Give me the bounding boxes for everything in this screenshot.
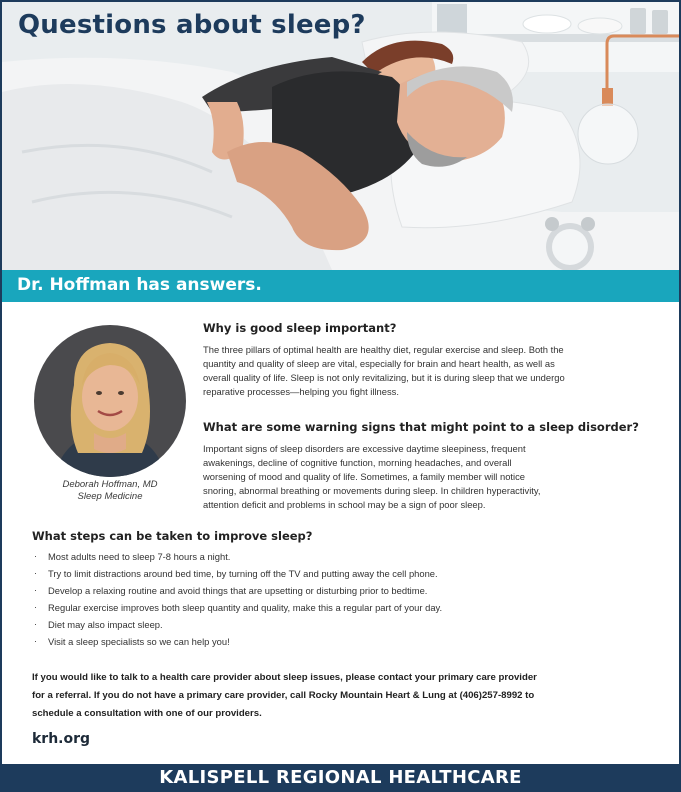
question-1-answer <box>203 343 663 399</box>
list-item <box>32 599 652 616</box>
contact-paragraph <box>32 669 652 723</box>
list-item <box>32 582 652 599</box>
footer-bar <box>2 764 679 792</box>
bullet: · <box>34 602 37 612</box>
answer-line: attention deficit and problems in school may be a sign of poor sleep. <box>203 499 486 510</box>
step-text: Regular exercise improves both sleep quantity and quality, make this a regular part of your day. <box>48 602 443 613</box>
step-text: Try to limit distractions around bed time, by turning off the TV and putting away the cell phone. <box>48 568 438 579</box>
bullet: · <box>34 568 37 578</box>
contact-line: for a referral. If you do not have a primary care provider, call Rocky Mountain Heart & Lung at (406)257-8992 to <box>32 690 535 701</box>
steps-list <box>32 548 652 650</box>
hero-section <box>2 2 679 270</box>
question-2-answer <box>203 442 663 512</box>
answers-banner <box>2 270 679 302</box>
answer-line: The three pillars of optimal health are healthy diet, regular exercise and sleep. Both the <box>203 344 564 355</box>
answer-line: awakenings, decline of cognitive function, morning headaches, and overall <box>203 457 512 468</box>
doctor-name: Deborah Hoffman, MD <box>62 479 158 490</box>
doctor-specialty: Sleep Medicine <box>77 491 143 502</box>
answer-line: worsening of mood and quality of life. Sometimes, a family member will notice <box>203 471 526 482</box>
doctor-portrait <box>34 325 186 477</box>
answer-line: reparative processes—helping you fight illness. <box>203 386 399 397</box>
list-item <box>32 633 652 650</box>
contact-line: schedule a consultation with one of our providers. <box>32 708 262 719</box>
doctor-caption <box>30 479 190 503</box>
step-text: Develop a relaxing routine and avoid things that are upsetting or disturbing prior to bedtime. <box>48 585 428 596</box>
answer-line: quantity and quality of sleep are vital, especially for brain and heart health, as well as <box>203 358 555 369</box>
bullet: · <box>34 636 37 646</box>
list-item <box>32 565 652 582</box>
question-2-heading: What are some warning signs that might point to a sleep disorder? <box>203 420 639 434</box>
step-text: Visit a sleep specialists so we can help you! <box>48 636 230 647</box>
list-item <box>32 548 652 565</box>
bullet: · <box>34 551 37 561</box>
couple-sleeping-photo <box>2 2 679 270</box>
website-link[interactable]: krh.org <box>32 731 91 747</box>
answer-line: Important signs of sleep disorders are excessive daytime sleepiness, frequent <box>203 443 526 454</box>
bullet: · <box>34 619 37 629</box>
page-title: Questions about sleep? <box>18 10 366 40</box>
steps-heading: What steps can be taken to improve sleep? <box>32 529 313 543</box>
step-text: Most adults need to sleep 7-8 hours a night. <box>48 551 231 562</box>
answer-line: overall quality of life. Sleep is not only revitalizing, but it is during sleep that we undergo <box>203 372 565 383</box>
answer-line: snoring, abnormal breathing or movements during sleep. In children hyperactivity, <box>203 485 541 496</box>
bullet: · <box>34 585 37 595</box>
contact-line: If you would like to talk to a health care provider about sleep issues, please contact your primary care provider <box>32 672 537 683</box>
question-1-heading: Why is good sleep important? <box>203 321 397 335</box>
list-item <box>32 616 652 633</box>
banner-text: Dr. Hoffman has answers. <box>17 275 262 295</box>
organization-name: KALISPELL REGIONAL HEALTHCARE <box>159 767 522 788</box>
step-text: Diet may also impact sleep. <box>48 619 163 630</box>
